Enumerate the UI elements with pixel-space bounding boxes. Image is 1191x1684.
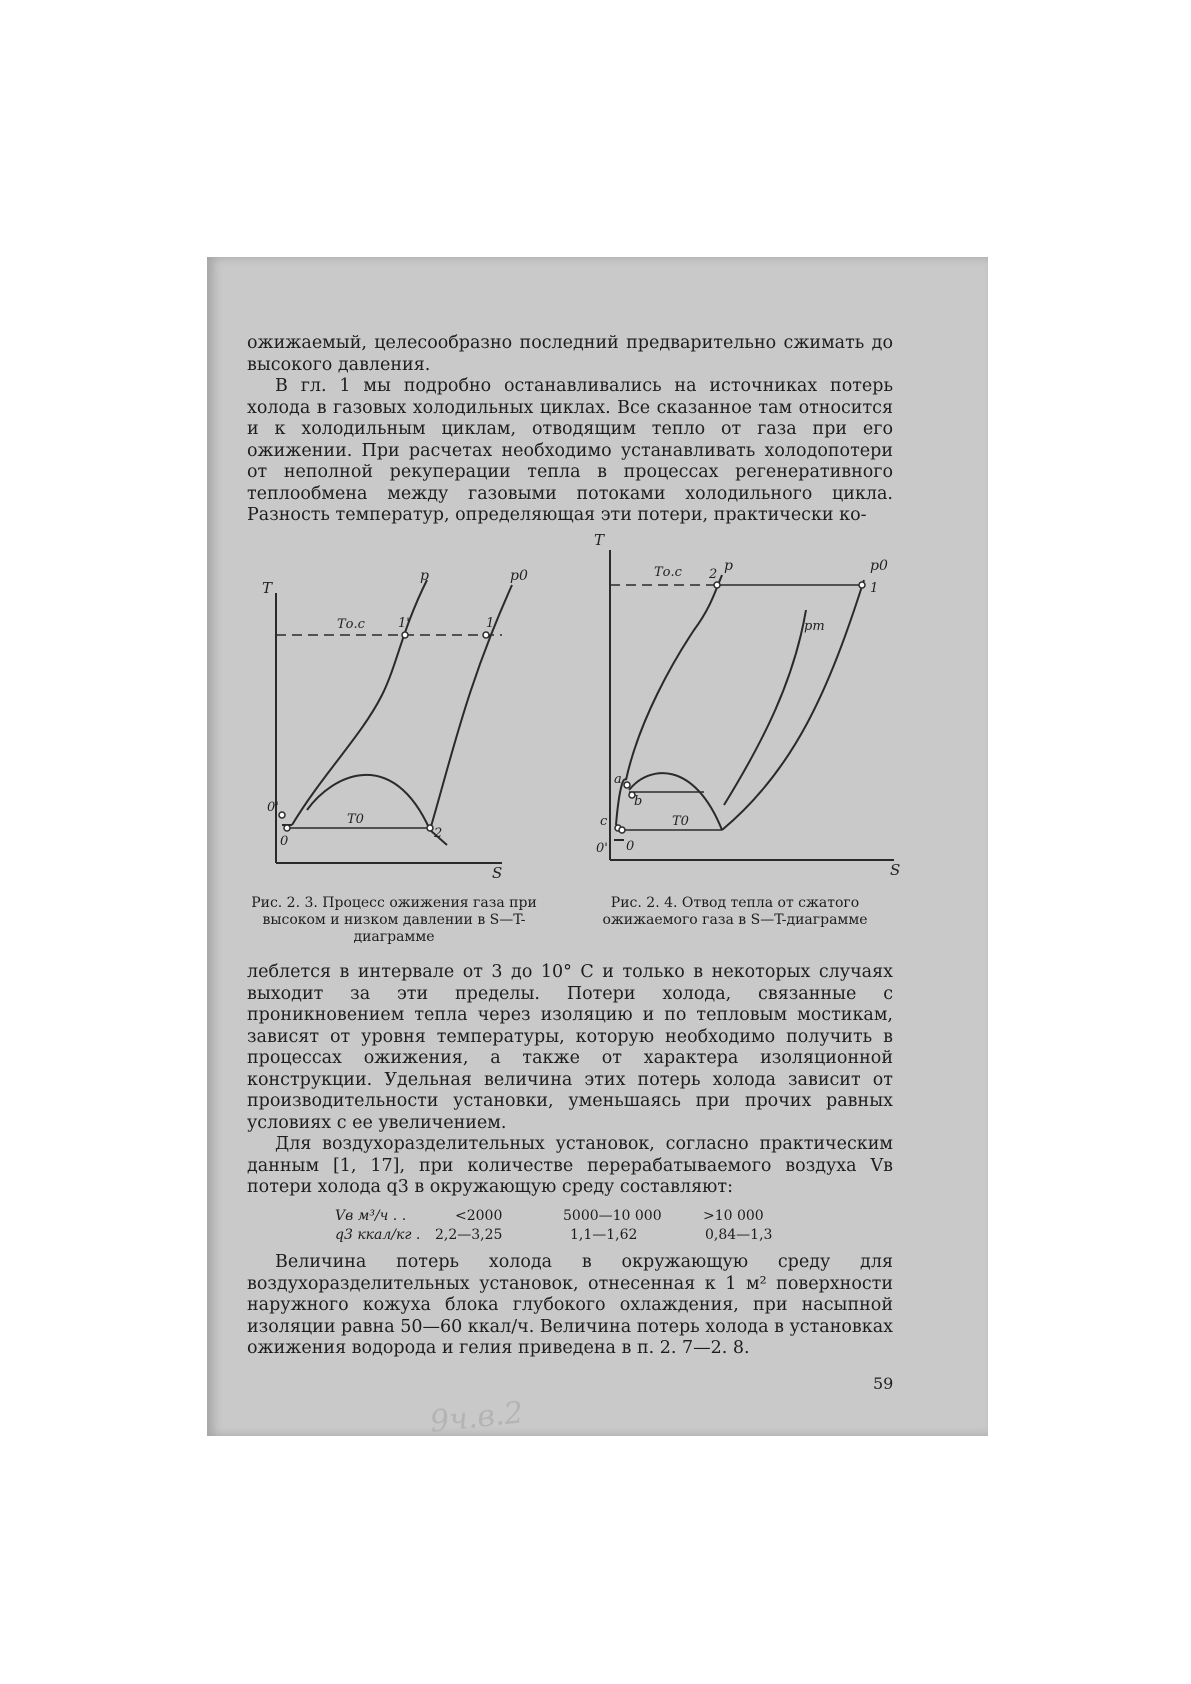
label-p: p xyxy=(420,568,429,584)
point-0-prime xyxy=(279,812,285,818)
saturation-dome xyxy=(307,775,430,830)
label-a: a xyxy=(614,772,622,787)
label-0: 0 xyxy=(280,834,289,849)
label-1-prime: 1' xyxy=(398,616,410,631)
text-block-bottom xyxy=(247,1252,893,1360)
label-t0: T0 xyxy=(347,812,364,827)
figure-2-4 xyxy=(594,531,914,889)
text-block-top xyxy=(247,333,893,527)
label-T: T xyxy=(262,579,273,597)
figure-2-3 xyxy=(262,568,562,889)
point-0 xyxy=(619,827,625,833)
table-cell: 2,2—3,25 xyxy=(435,1227,503,1243)
row-header-losses: q3 ккал/кг . xyxy=(335,1227,421,1243)
table-cell: 0,84—1,3 xyxy=(705,1227,773,1243)
table-cell: 1,1—1,62 xyxy=(570,1227,638,1243)
caption-figure-2-4: Рис. 2. 4. Отвод тепла от сжатого ожижаемого газа в S—T-диаграмме xyxy=(602,895,868,928)
label-c: c xyxy=(600,814,608,829)
paragraph-continuation-2: леблется в интервале от 3 до 10° С и только в некоторых случаях выходит за эти пределы. Потери холода, связанные с проникновением тепла через изоляцию и по тепловым мостикам, зависят от уровня температуры, которую необходимо получить в процессах ожижения, а также от характера изоляционной конструкции. Удельная величина этих потерь холода зависит от производительности установки, уменьшаясь при прочих равных условиях с ее увеличением. xyxy=(247,962,893,1133)
label-p0: p0 xyxy=(870,558,888,574)
label-1: 1 xyxy=(486,616,495,631)
label-2: 2 xyxy=(709,567,718,582)
label-t0: T0 xyxy=(672,814,689,829)
point-2 xyxy=(427,825,433,831)
pencil-annotation: 9ч.в.2 xyxy=(428,1395,525,1440)
table-cell: 5000—10 000 xyxy=(563,1208,662,1224)
label-2: 2 xyxy=(434,826,443,841)
point-1 xyxy=(859,582,865,588)
text-block-middle xyxy=(247,962,893,1199)
table-cell: <2000 xyxy=(455,1208,503,1224)
paragraph-losses-intro: В гл. 1 мы подробно останавливались на источниках потерь холода в газовых холодильных циклах. Все сказанное там относится и к холодильным циклам, отводящим тепло от газа при его ожижении. При расчетах необходимо устанавливать холодопотери от неполной рекуперации тепла в процессах регенеративного теплообмена между газовыми потоками холодильного цикла. Разность температур, определяющая эти потери, практически ко- xyxy=(247,376,893,525)
label-0-prime: 0' xyxy=(596,841,608,856)
label-S: S xyxy=(492,864,503,882)
label-b: b xyxy=(634,794,643,809)
label-toc: Tо.с xyxy=(654,565,682,580)
row-header-volume: Vв м³/ч . . xyxy=(335,1208,407,1224)
label-p: p xyxy=(724,558,733,574)
point-1 xyxy=(483,632,489,638)
point-0 xyxy=(284,825,290,831)
label-S: S xyxy=(890,861,901,879)
isobar-p0 xyxy=(430,585,512,830)
label-T: T xyxy=(594,531,605,549)
point-2 xyxy=(714,582,720,588)
isobar-p xyxy=(626,575,722,780)
label-pm: pm xyxy=(804,619,825,634)
isobar-p0 xyxy=(722,580,864,830)
st-diagram-right xyxy=(594,531,914,885)
label-1: 1 xyxy=(870,581,879,596)
paragraph-continuation: ожижаемый, целесообразно последний предварительно сжимать до высокого давления. xyxy=(247,333,893,375)
paragraph-surface-losses: Величина потерь холода в окружающую среду для воздухоразделительных установок, отнесенная к 1 м² поверхности наружного кожуха блока глубокого охлаждения, при насыпной изоляции равна 50—60 ккал/ч. Величина потерь холода в установках ожижения водорода и гелия приведена в п. 2. 7—2. 8. xyxy=(247,1252,893,1358)
page-number: 59 xyxy=(873,1374,894,1393)
caption-figure-2-3: Рис. 2. 3. Процесс ожижения газа при высоком и низком давлении в S—T-диаграмме xyxy=(251,895,537,945)
paragraph-air-separation: Для воздухоразделительных установок, согласно практическим данным [1, 17], при количестве перерабатываемого воздуха Vв потери холода q3 в окружающую среду составляют: xyxy=(247,1134,893,1197)
label-toc: Tо.с xyxy=(337,617,365,632)
table-cell: >10 000 xyxy=(703,1208,764,1224)
label-p0: p0 xyxy=(510,568,528,584)
label-0-prime: 0' xyxy=(267,800,279,815)
st-diagram-left xyxy=(262,568,562,885)
isobar-pm xyxy=(724,610,806,805)
point-1-prime xyxy=(402,632,408,638)
point-a xyxy=(624,782,630,788)
label-0: 0 xyxy=(626,839,635,854)
